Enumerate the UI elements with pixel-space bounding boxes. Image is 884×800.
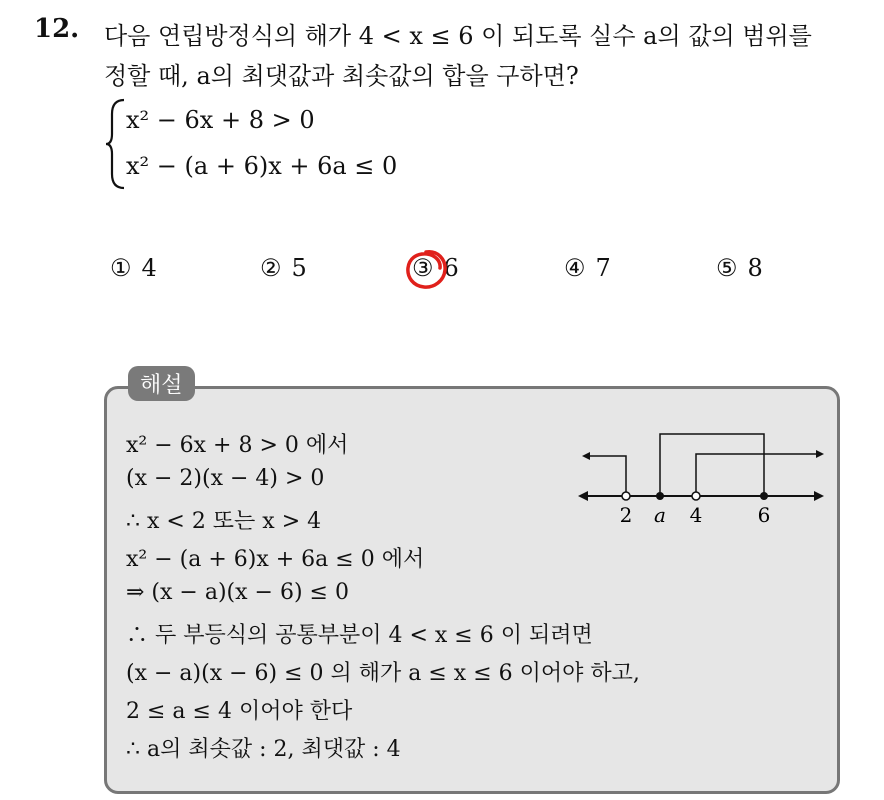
choice-3-value: 6 (443, 254, 459, 282)
solution-tag: 해설 (128, 366, 195, 401)
choice-4[interactable] (564, 254, 611, 282)
label-4: 4 (689, 503, 703, 527)
region-right-arrow-icon (816, 450, 824, 458)
closed-point-a (656, 492, 664, 500)
axis-right-arrow-icon (814, 491, 824, 501)
solution-line-7: (x − a)(x − 6) ≤ 0 의 해가 a ≤ x ≤ 6 이어야 하고, (126, 661, 640, 686)
open-point-4 (692, 492, 700, 500)
solution-line-4: x² − (a + 6)x + 6a ≤ 0 에서 (126, 547, 425, 572)
label-6: 6 (757, 503, 771, 527)
solution-line-2: (x − 2)(x − 4) > 0 (126, 466, 325, 491)
axis-left-arrow-icon (578, 491, 588, 501)
choice-2-value: 5 (291, 254, 307, 282)
solution-line-1: x² − 6x + 8 > 0 에서 (126, 433, 349, 458)
equation-2: x² − (a + 6)x + 6a ≤ 0 (126, 152, 398, 180)
choice-5[interactable] (716, 254, 763, 282)
solution-line-6: ∴ 두 부등식의 공통부분이 4 < x ≤ 6 이 되려면 (126, 623, 593, 648)
question-text-line-1: 다음 연립방정식의 해가 4 < x ≤ 6 이 되도록 실수 a의 값의 범위를 (104, 22, 812, 50)
equation-system (104, 96, 424, 192)
choice-4-value: 7 (595, 254, 611, 282)
region-a-to-6 (660, 434, 764, 496)
region-x-lt-2 (586, 456, 626, 496)
solution-line-5: ⇒ (x − a)(x − 6) ≤ 0 (126, 580, 349, 605)
label-2: 2 (619, 503, 633, 527)
equation-1: x² − 6x + 8 > 0 (126, 106, 315, 134)
left-brace-icon (104, 96, 128, 192)
question-number: 12. (34, 14, 80, 44)
choice-5-value: 8 (747, 254, 763, 282)
choice-4-mark: ④ (564, 254, 586, 282)
region-x-gt-4 (696, 454, 820, 496)
closed-point-6 (760, 492, 768, 500)
choice-2[interactable] (260, 254, 307, 282)
choice-1-mark: ① (110, 254, 132, 282)
solution-line-8: 2 ≤ a ≤ 4 이어야 한다 (126, 699, 353, 724)
open-point-2 (622, 492, 630, 500)
choice-2-mark: ② (260, 254, 282, 282)
solution-line-3: ∴ x < 2 또는 x > 4 (126, 509, 322, 534)
choice-5-mark: ⑤ (716, 254, 738, 282)
choice-3-mark: ③ (412, 254, 434, 282)
choice-1-value: 4 (141, 254, 157, 282)
number-line-diagram (576, 424, 828, 534)
choice-1[interactable] (110, 254, 157, 282)
answer-circle-icon (402, 246, 450, 292)
region-left-arrow-icon (582, 452, 590, 460)
label-a: a (654, 503, 666, 527)
question-text-line-2: 정할 때, a의 최댓값과 최솟값의 합을 구하면? (104, 62, 579, 90)
solution-line-9: ∴ a의 최솟값 : 2, 최댓값 : 4 (126, 737, 401, 762)
